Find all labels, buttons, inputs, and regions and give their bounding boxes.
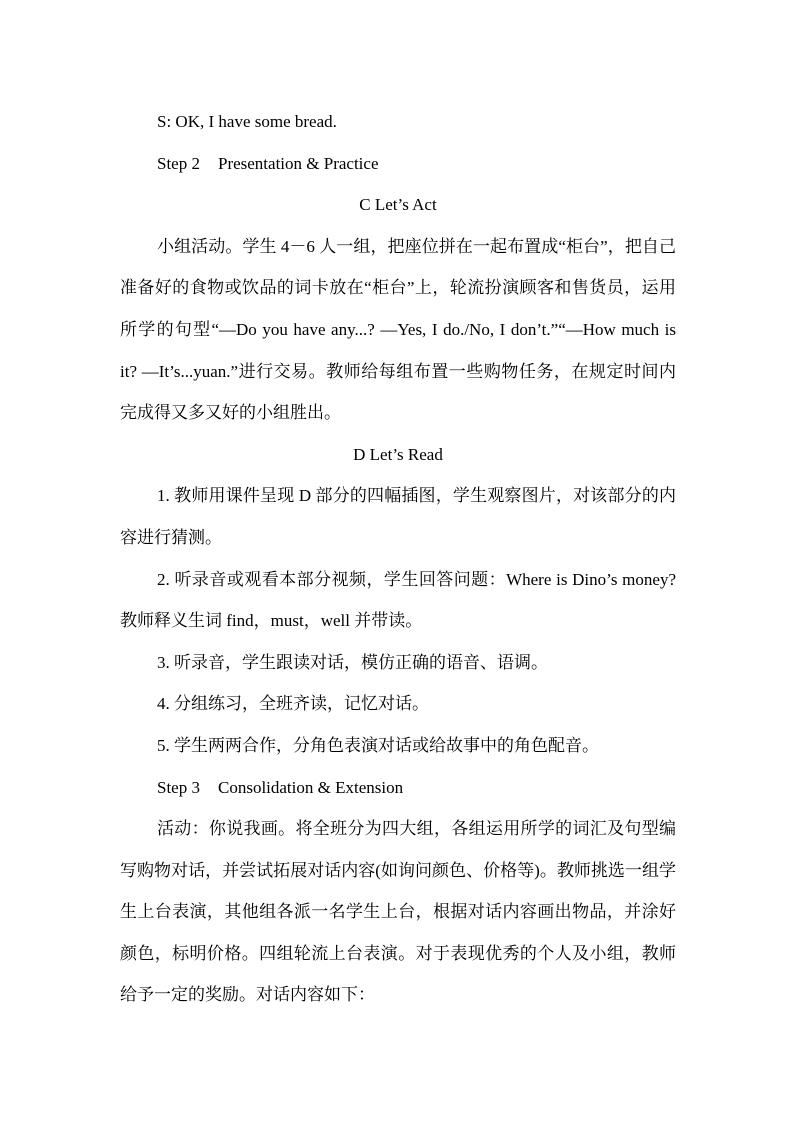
step-2-heading: [120, 143, 676, 185]
section-d-heading: D Let’s Read: [353, 444, 443, 464]
lets-act-paragraph: 小组活动。学生 4－6 人一组，把座位拼在一起布置成“柜台”，把自己准备好的食物或饮品的词卡放在“柜台”上，轮流扮演顾客和售货员，运用所学的句型“—Do you have any...? —Yes, I do./No, I don’t.”“—How much is it? —It’s...yuan.”进行交易。教师给每组布置一些购物任务，在规定时间内完成得又多又好的小组胜出。: [120, 236, 676, 423]
read-step-4: 4. 分组练习，全班齐读，记忆对话。: [157, 694, 429, 714]
read-step-2: 2. 听录音或观看本部分视频，学生回答问题：Where is Dino’s money? 教师释义生词 find，must，well 并带读。: [120, 569, 676, 631]
read-step-3: 3. 听录音，学生跟读对话，模仿正确的语音、语调。: [157, 652, 548, 672]
activity-paragraph: 活动：你说我画。将全班分为四大组，各组运用所学的词汇及句型编写购物对话，并尝试拓展对话内容(如询问颜色、价格等)。教师挑选一组学生上台表演，其他组各派一名学生上台，根据对话内容画出物品，并涂好颜色，标明价格。四组轮流上台表演。对于表现优秀的个人及小组，教师给予一定的奖励。对话内容如下：: [120, 819, 676, 1005]
step-3-heading: [120, 767, 676, 809]
read-step-5: 5. 学生两两合作，分角色表演对话或给故事中的角色配音。: [157, 735, 599, 755]
dialogue-line: S: OK, I have some bread.: [157, 112, 337, 131]
document-body: [120, 101, 676, 1016]
step-2-number: Step 2: [157, 153, 200, 173]
section-c-heading: C Let’s Act: [359, 195, 437, 215]
step-2-title: Presentation & Practice: [217, 153, 379, 173]
step-3-title: Consolidation & Extension: [217, 777, 404, 797]
step-3-number: Step 3: [157, 777, 200, 797]
read-step-1: 1. 教师用课件呈现 D 部分的四幅插图，学生观察图片，对该部分的内容进行猜测。: [120, 486, 676, 547]
